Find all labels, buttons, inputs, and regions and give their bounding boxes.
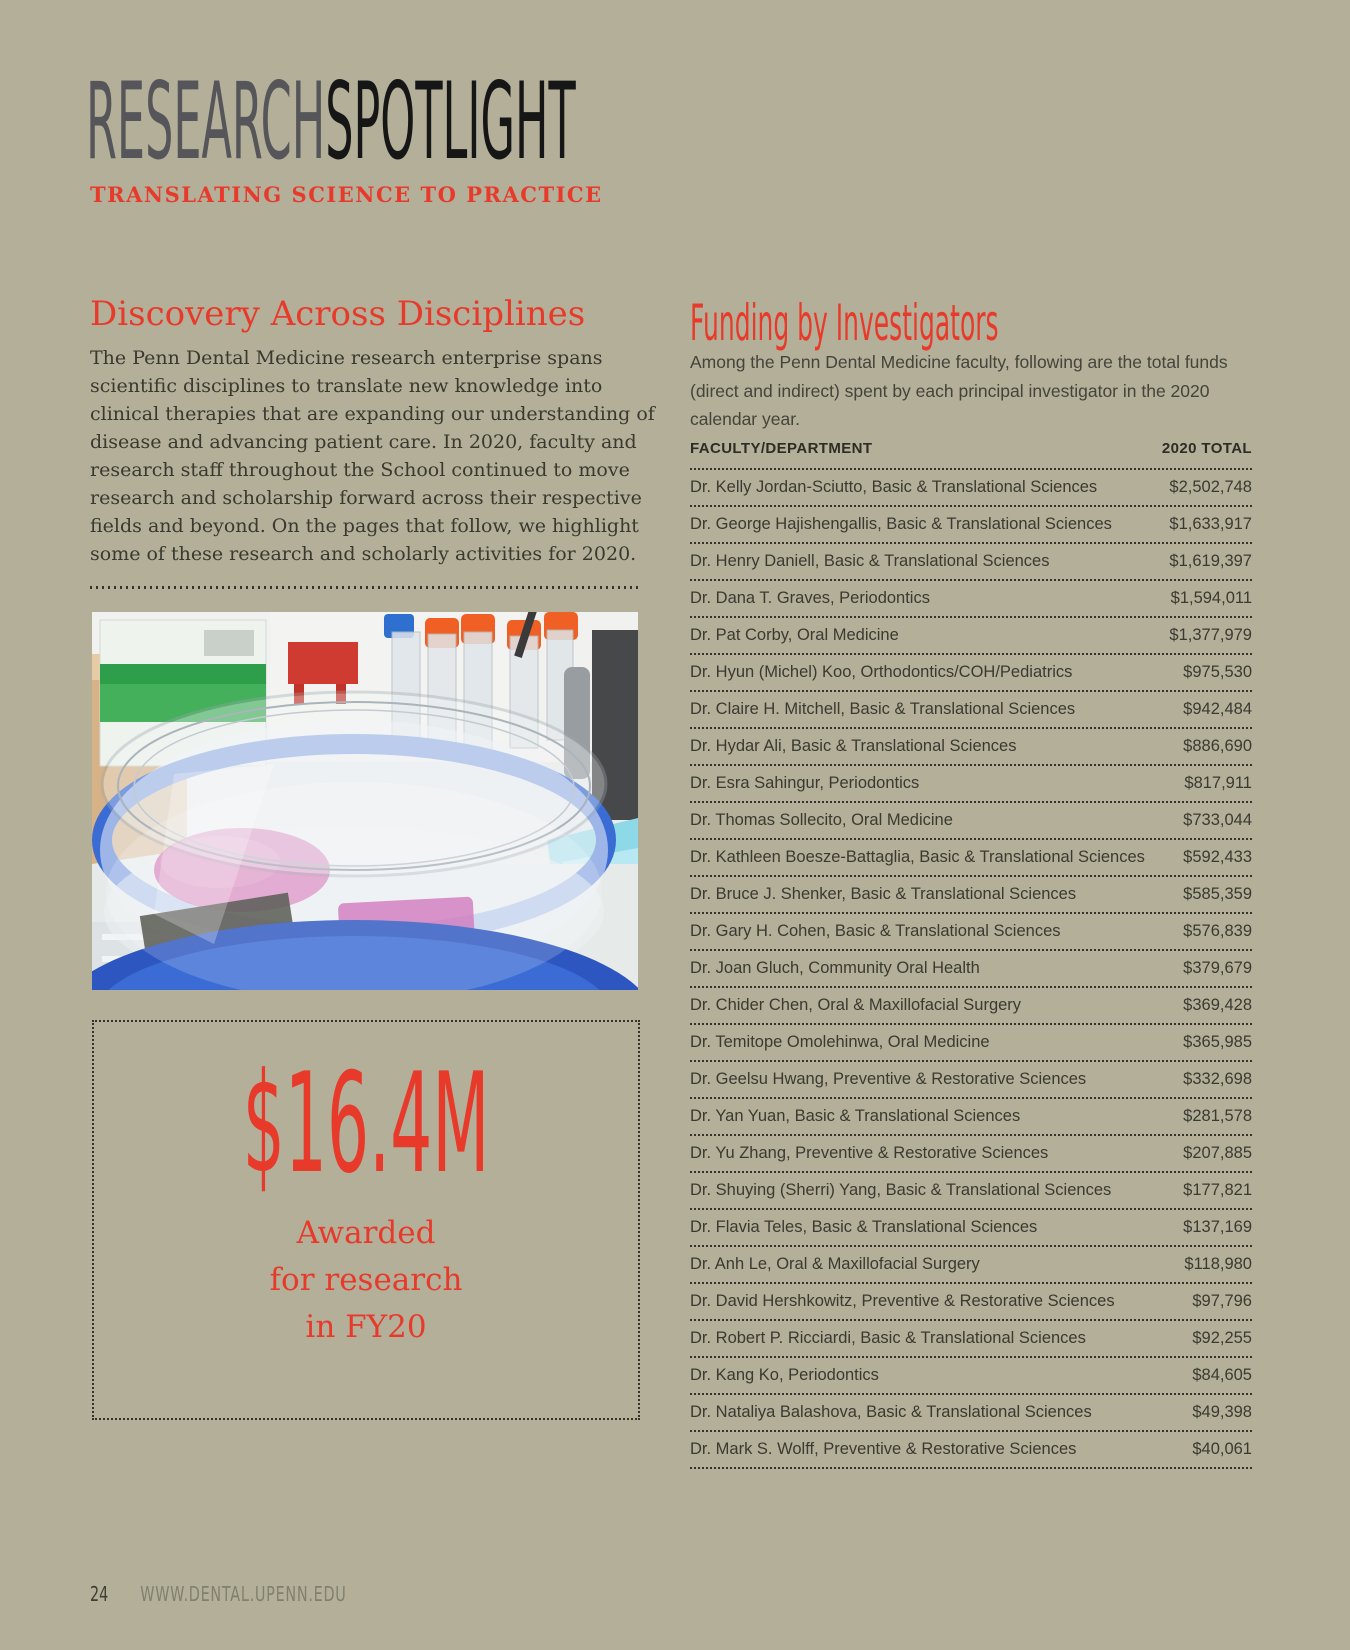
faculty-name: Dr. Mark S. Wolff, Preventive & Restorative Sciences [690,1440,1077,1458]
funding-callout-box [92,1020,640,1420]
faculty-name: Dr. Bruce J. Shenker, Basic & Translational Sciences [690,885,1077,903]
callout-caption-line3: in FY20 [305,1308,427,1345]
page-footer [90,1582,347,1606]
faculty-name: Dr. Joan Gluch, Community Oral Health [690,959,980,977]
table-row [690,1210,1252,1247]
table-row [690,1099,1252,1136]
faculty-name: Dr. Claire H. Mitchell, Basic & Translational Sciences [690,700,1076,718]
total-amount: $365,985 [1183,1033,1252,1051]
table-row [690,951,1252,988]
table-row [690,988,1252,1025]
funding-table-rows [690,470,1252,1469]
table-row [690,470,1252,507]
total-amount: $177,821 [1183,1181,1252,1199]
left-section-heading: Discovery Across Disciplines [90,294,586,334]
table-row [690,1432,1252,1469]
faculty-name: Dr. Yan Yuan, Basic & Translational Sciences [690,1107,1021,1125]
total-amount: $817,911 [1184,774,1252,792]
table-row [690,1062,1252,1099]
total-amount: $975,530 [1183,663,1252,681]
faculty-name: Dr. Temitope Omolehinwa, Oral Medicine [690,1033,990,1051]
callout-caption-line1: Awarded [296,1214,436,1251]
faculty-name: Dr. Kathleen Boesze-Battaglia, Basic & Translational Sciences [690,848,1145,866]
total-amount: $2,502,748 [1169,478,1252,496]
faculty-name: Dr. Gary H. Cohen, Basic & Translational Sciences [690,922,1061,940]
total-amount: $84,605 [1192,1366,1252,1384]
total-amount: $886,690 [1183,737,1252,755]
funding-callout-caption [94,1210,638,1351]
faculty-name: Dr. Dana T. Graves, Periodontics [690,589,930,607]
table-row [690,507,1252,544]
total-amount: $49,398 [1192,1403,1252,1421]
total-amount: $332,698 [1183,1070,1252,1088]
total-amount: $1,633,917 [1169,515,1252,533]
total-amount: $1,619,397 [1169,552,1252,570]
faculty-name: Dr. Thomas Sollecito, Oral Medicine [690,811,953,829]
total-amount: $281,578 [1183,1107,1252,1125]
page-title-research: RESEARCH [86,60,326,183]
funding-callout-amount: $16.4M [242,1043,490,1204]
total-amount: $1,594,011 [1170,589,1252,607]
total-amount: $97,796 [1192,1292,1252,1310]
faculty-name: Dr. George Hajishengallis, Basic & Translational Sciences [690,515,1112,533]
faculty-name: Dr. Geelsu Hwang, Preventive & Restorative Sciences [690,1070,1087,1088]
right-section-heading: Funding by Investigators [690,294,999,352]
total-amount: $1,377,979 [1169,626,1252,644]
table-row [690,1173,1252,1210]
total-amount: $576,839 [1183,922,1252,940]
funding-table [690,440,1252,1469]
table-row [690,1395,1252,1432]
total-amount: $369,428 [1183,996,1252,1014]
faculty-name: Dr. Yu Zhang, Preventive & Restorative Sciences [690,1144,1049,1162]
table-row [690,581,1252,618]
faculty-name: Dr. Hydar Ali, Basic & Translational Sciences [690,737,1017,755]
page-number: 24 [90,1582,109,1606]
table-row [690,840,1252,877]
total-amount: $207,885 [1183,1144,1252,1162]
faculty-name: Dr. Flavia Teles, Basic & Translational Sciences [690,1218,1038,1236]
faculty-name: Dr. Hyun (Michel) Koo, Orthodontics/COH/Pediatrics [690,663,1073,681]
total-amount: $733,044 [1183,811,1252,829]
faculty-name: Dr. David Hershkowitz, Preventive & Restorative Sciences [690,1292,1115,1310]
right-section-intro: Among the Penn Dental Medicine faculty, following are the total funds (direct and indirect) spent by each principal investigator in the 2020 calendar year. [690,352,1228,429]
faculty-name: Dr. Chider Chen, Oral & Maxillofacial Surgery [690,996,1022,1014]
table-row [690,877,1252,914]
total-amount: $40,061 [1192,1440,1252,1458]
faculty-name: Dr. Kelly Jordan-Sciutto, Basic & Translational Sciences [690,478,1098,496]
column-header-faculty: FACULTY/DEPARTMENT [690,440,873,457]
table-row [690,655,1252,692]
funding-table-header [690,440,1252,470]
page-tagline: TRANSLATING SCIENCE TO PRACTICE [90,182,603,207]
faculty-name: Dr. Robert P. Ricciardi, Basic & Translational Sciences [690,1329,1086,1347]
table-row [690,544,1252,581]
total-amount: $379,679 [1183,959,1252,977]
faculty-name: Dr. Kang Ko, Periodontics [690,1366,879,1384]
faculty-name: Dr. Henry Daniell, Basic & Translational Sciences [690,552,1050,570]
total-amount: $118,980 [1184,1255,1252,1273]
faculty-name: Dr. Anh Le, Oral & Maxillofacial Surgery [690,1255,980,1273]
total-amount: $585,359 [1183,885,1252,903]
table-row [690,1136,1252,1173]
dotted-divider [90,586,640,589]
total-amount: $92,255 [1192,1329,1252,1347]
table-row [690,766,1252,803]
page-title-spotlight: SPOTLIGHT [325,60,576,183]
page-title [86,60,576,183]
total-amount: $942,484 [1183,700,1252,718]
faculty-name: Dr. Nataliya Balashova, Basic & Translational Sciences [690,1403,1092,1421]
faculty-name: Dr. Shuying (Sherri) Yang, Basic & Translational Sciences [690,1181,1112,1199]
footer-site-url: WWW.DENTAL.UPENN.EDU [140,1582,347,1606]
total-amount: $592,433 [1183,848,1252,866]
faculty-name: Dr. Esra Sahingur, Periodontics [690,774,920,792]
table-row [690,729,1252,766]
lab-photo-illustration [92,612,638,990]
faculty-name: Dr. Pat Corby, Oral Medicine [690,626,899,644]
table-row [690,803,1252,840]
table-row [690,1358,1252,1395]
table-row [690,618,1252,655]
left-section-body: The Penn Dental Medicine research enterprise spans scientific disciplines to translate new knowledge into clinical therapies that are expanding our understanding of disease and advancing patient care. In 2020, faculty and research staff throughout the School continued to move research and scholarship forward across their respective fields and beyond. On the pages that follow, we highlight some of these research and scholarly activities for 2020. [90,347,655,565]
table-row [690,692,1252,729]
table-row [690,1321,1252,1358]
callout-caption-line2: for research [269,1261,463,1298]
table-row [690,1025,1252,1062]
table-row [690,914,1252,951]
table-row [690,1284,1252,1321]
lab-photo [92,612,638,990]
total-amount: $137,169 [1183,1218,1252,1236]
table-row [690,1247,1252,1284]
column-header-total: 2020 TOTAL [1161,440,1252,457]
